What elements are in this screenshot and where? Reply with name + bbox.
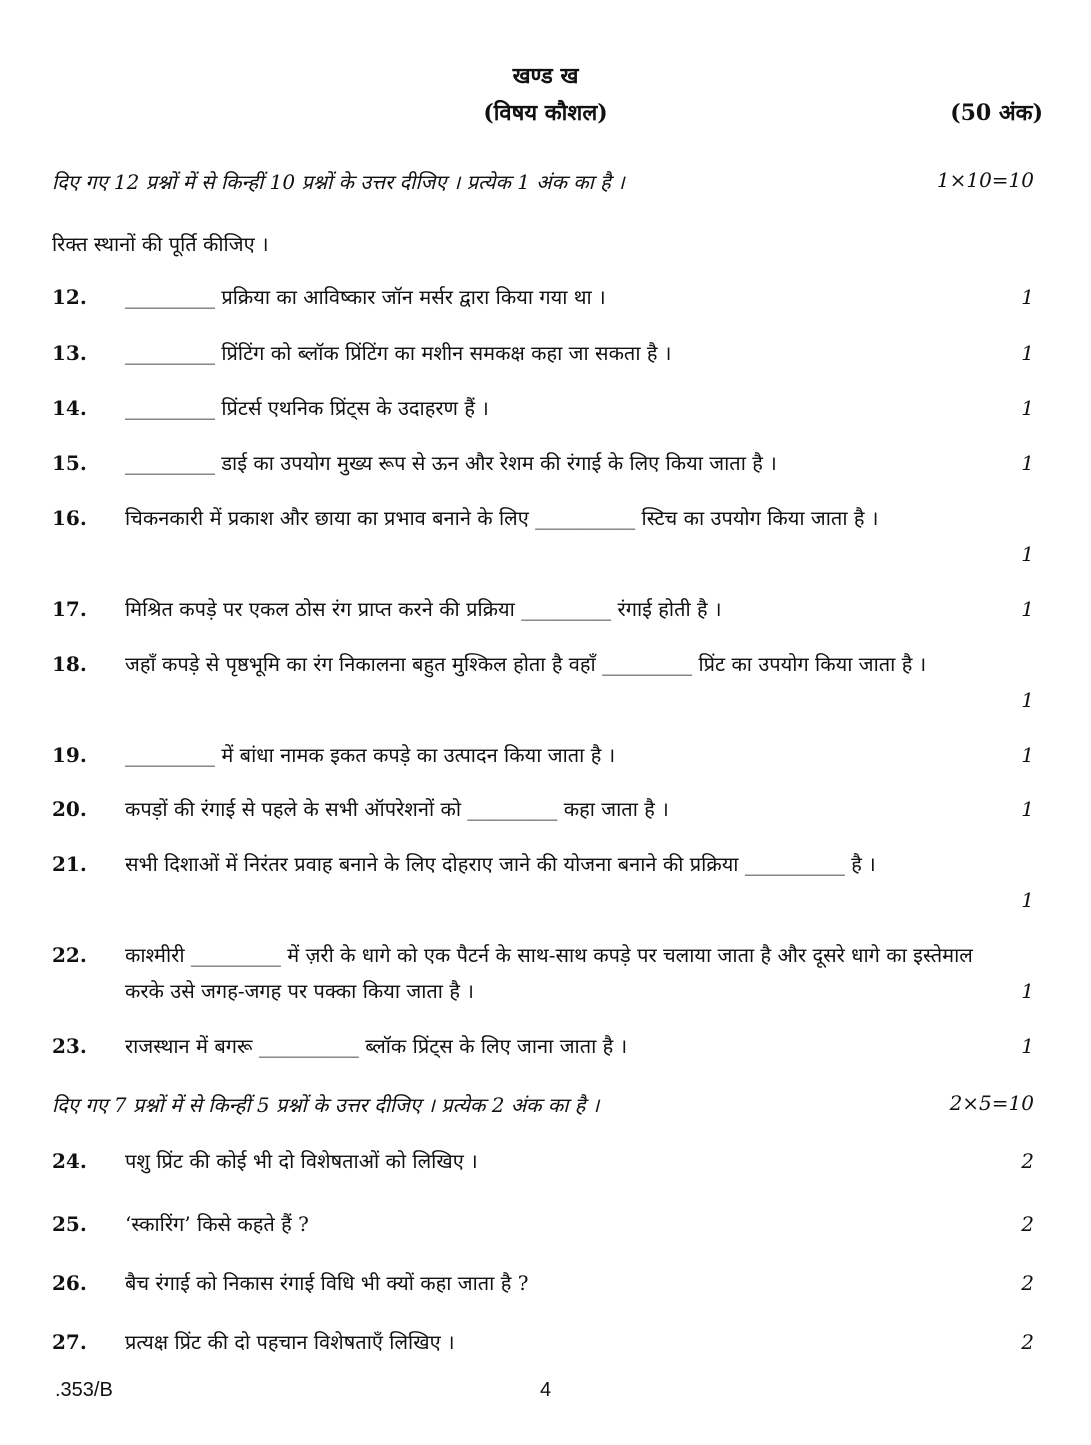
section-marks: (50 अंक) (950, 100, 1043, 126)
question-mark: 1 (1021, 451, 1034, 475)
question-mark: 2 (1021, 1271, 1034, 1295)
page-number: 4 (539, 1379, 552, 1401)
question-mark: 1 (1021, 797, 1034, 821)
question-number: 27. (52, 1330, 87, 1354)
question-number: 18. (52, 652, 87, 676)
question-mark: 1 (1021, 1034, 1034, 1058)
question-number: 19. (52, 743, 87, 767)
question-mark: 1 (1021, 979, 1034, 1003)
question-number: 26. (52, 1271, 87, 1295)
question-text: प्रत्यक्ष प्रिंट की दो पहचान विशेषताएँ लिखिए । (125, 1330, 455, 1354)
question-text: चिकनकारी में प्रकाश और छाया का प्रभाव बनाने के लिए __________ स्टिच का उपयोग किया जाता है । (125, 506, 879, 530)
question-text: _________ डाई का उपयोग मुख्य रूप से ऊन और रेशम की रंगाई के लिए किया जाता है । (125, 451, 777, 475)
question-number: 25. (52, 1212, 87, 1236)
question-text: पशु प्रिंट की कोई भी दो विशेषताओं को लिखिए । (125, 1149, 478, 1173)
question-mark: 1 (1021, 542, 1034, 566)
question-text: _________ में बांधा नामक इकत कपड़े का उत्पादन किया जाता है । (125, 743, 616, 767)
question-mark: 1 (1021, 597, 1034, 621)
question-mark: 1 (1021, 341, 1034, 365)
question-text: ‘स्कारिंग’ किसे कहते हैं ? (125, 1212, 309, 1236)
question-number: 21. (52, 852, 87, 876)
question-text: काश्मीरी _________ में ज़री के धागे को एक पैटर्न के साथ-साथ कपड़े पर चलाया जाता है और दूसरे धागे का इस्तेमाल करके उसे जगह-जगह पर पक्का किया जाता है । (125, 943, 973, 1003)
question-text: मिश्रित कपड़े पर एकल ठोस रंग प्राप्त करने की प्रक्रिया _________ रंगाई होती है । (125, 597, 722, 621)
question-text: सभी दिशाओं में निरंतर प्रवाह बनाने के लिए दोहराए जाने की योजना बनाने की प्रक्रिया __________ है । (125, 852, 876, 876)
instruction-2-score: 2×5=10 (949, 1091, 1034, 1115)
question-text: बैच रंगाई को निकास रंगाई विधि भी क्यों कहा जाता है ? (125, 1271, 529, 1295)
question-number: 24. (52, 1149, 87, 1173)
question-mark: 1 (1021, 396, 1034, 420)
question-text: जहाँ कपड़े से पृष्ठभूमि का रंग निकालना बहुत मुश्किल होता है वहाँ _________ प्रिंट का उपयोग किया जाता है । (125, 652, 927, 676)
question-number: 13. (52, 341, 87, 365)
question-number: 23. (52, 1034, 87, 1058)
question-mark: 2 (1021, 1149, 1034, 1173)
question-mark: 2 (1021, 1330, 1034, 1354)
question-mark: 1 (1021, 888, 1034, 912)
question-text: _________ प्रिंटिंग को ब्लॉक प्रिंटिंग का मशीन समकक्ष कहा जा सकता है । (125, 341, 672, 365)
instruction-1-score: 1×10=10 (936, 168, 1034, 192)
question-mark: 2 (1021, 1212, 1034, 1236)
question-number: 20. (52, 797, 87, 821)
question-number: 16. (52, 506, 87, 530)
question-number: 12. (52, 285, 87, 309)
fill-instruction: रिक्त स्थानों की पूर्ति कीजिए । (52, 232, 269, 256)
paper-code: .353/B (55, 1379, 113, 1401)
question-mark: 1 (1021, 688, 1034, 712)
question-mark: 1 (1021, 743, 1034, 767)
question-number: 17. (52, 597, 87, 621)
question-mark: 1 (1021, 285, 1034, 309)
section-subtitle: (विषय कौशल) (483, 100, 608, 126)
question-text: _________ प्रिंटर्स एथनिक प्रिंट्स के उदाहरण हैं । (125, 396, 489, 420)
instruction-1: दिए गए 12 प्रश्नों में से किन्हीं 10 प्रश्नों के उत्तर दीजिए । प्रत्येक 1 अंक का है । (52, 170, 625, 194)
question-number: 15. (52, 451, 87, 475)
question-number: 22. (52, 943, 87, 967)
question-text: _________ प्रक्रिया का आविष्कार जॉन मर्सर द्वारा किया गया था । (125, 285, 606, 309)
section-title: खण्ड ख (512, 63, 579, 89)
question-number: 14. (52, 396, 87, 420)
instruction-2: दिए गए 7 प्रश्नों में से किन्हीं 5 प्रश्नों के उत्तर दीजिए । प्रत्येक 2 अंक का है । (52, 1093, 600, 1117)
question-text: कपड़ों की रंगाई से पहले के सभी ऑपरेशनों को _________ कहा जाता है । (125, 797, 669, 821)
question-text: राजस्थान में बगरू __________ ब्लॉक प्रिंट्स के लिए जाना जाता है । (125, 1034, 628, 1058)
